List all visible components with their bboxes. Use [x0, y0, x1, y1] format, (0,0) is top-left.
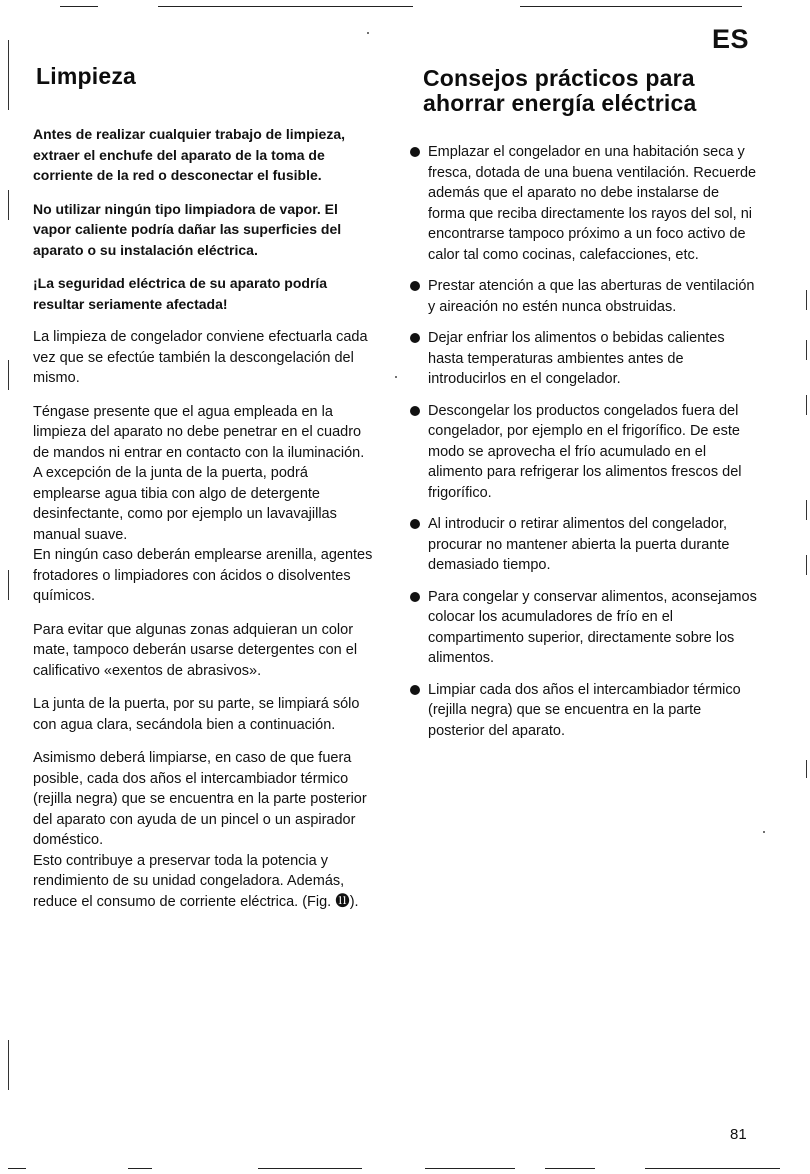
list-item	[407, 680, 757, 742]
bullet-icon	[410, 147, 420, 157]
warning-unplug: Antes de realizar cualquier trabajo de limpieza, extraer el enchufe del aparato de la toma de corriente de la red o desconectar el fusible.	[33, 126, 345, 183]
bullet-icon	[410, 333, 420, 343]
tip-text: Al introducir o retirar alimentos del congelador, procurar no mantener abierta la puerta durante demasiado tiempo.	[428, 516, 730, 573]
list-item	[407, 587, 757, 669]
scan-rule	[520, 6, 742, 7]
cleaning-paragraph: La limpieza de congelador conviene efectuarla cada vez que se efectúe también la descongelación del mismo.	[33, 329, 368, 386]
scan-speck	[395, 376, 397, 378]
page-number: 81	[730, 1126, 747, 1143]
energy-tips-list	[407, 142, 757, 741]
cleaning-paragraph: Asimismo deberá limpiarse, en caso de que fuera posible, cada dos años el intercambiador térmico (rejilla negra) que se encuentra en la parte posterior del aparato con ayuda de un pincel o un aspirador doméstico.	[33, 750, 367, 848]
list-item	[407, 328, 757, 390]
bullet-icon	[410, 519, 420, 529]
tip-text: Limpiar cada dos años el intercambiador térmico (rejilla negra) que se encuentra en la parte posterior del aparato.	[428, 681, 741, 739]
warning-electrical-safety: ¡La seguridad eléctrica de su aparato podría resultar seriamente afectada!	[33, 275, 328, 312]
scan-rule	[158, 6, 413, 7]
scan-edge-mark	[806, 340, 807, 360]
tip-text: Emplazar el congelador en una habitación seca y fresca, dotada de una buena ventilación. Recuerde además que el aparato no debe instalarse de forma que reciba directamente los rayos del sol, ni encontrarse tampoco próximo a un foco activo de calor tal como cocinas, calefacciones, etc.	[428, 144, 757, 263]
list-item	[407, 401, 757, 504]
energy-tips-section	[407, 66, 757, 752]
list-item	[407, 142, 757, 265]
list-item	[407, 276, 757, 317]
scan-rule	[60, 6, 98, 7]
scan-edge-mark	[8, 570, 9, 600]
bullet-icon	[410, 406, 420, 416]
cleaning-paragraph: En ningún caso deberán emplearse arenilla, agentes frotadores o limpiadores con ácidos o disolventes químicos.	[33, 547, 373, 604]
tip-text: Dejar enfriar los alimentos o bebidas calientes hasta temperaturas ambientes antes de introducirlos en el congelador.	[428, 330, 725, 387]
tip-text: Para congelar y conservar alimentos, aconsejamos colocar los acumuladores de frío en el compartimento superior, directamente sobre los alimentos.	[428, 588, 757, 666]
cleaning-paragraph: La junta de la puerta, por su parte, se limpiará sólo con agua clara, secándola bien a continuación.	[33, 696, 360, 733]
list-item	[407, 514, 757, 576]
scan-rule	[545, 1168, 595, 1169]
scan-rule	[425, 1168, 515, 1169]
scan-edge-mark	[806, 290, 807, 310]
scan-edge-mark	[806, 760, 807, 778]
scan-rule	[128, 1168, 152, 1169]
scan-edge-mark	[8, 360, 9, 390]
cleaning-title: Limpieza	[36, 63, 137, 89]
scan-rule	[645, 1168, 780, 1169]
tip-text: Prestar atención a que las aberturas de ventilación y aireación no estén nunca obstruidas.	[428, 278, 755, 315]
scan-edge-mark	[8, 40, 9, 110]
cleaning-paragraph: Esto contribuye a preservar toda la potencia y rendimiento de su unidad congeladora. Además, reduce el consumo de corriente eléctrica. (Fig. ⓫).	[33, 852, 359, 910]
scan-speck	[763, 831, 765, 833]
scan-rule	[8, 1168, 26, 1169]
scan-edge-mark	[806, 500, 807, 520]
scan-rule	[258, 1168, 362, 1169]
scan-edge-mark	[8, 1040, 9, 1090]
scan-edge-mark	[8, 190, 9, 220]
cleaning-paragraph: Para evitar que algunas zonas adquieran un color mate, tampoco deberán usarse detergentes con el calificativo «exentos de abrasivos».	[33, 621, 358, 679]
language-code: ES	[712, 24, 750, 54]
scan-edge-mark	[806, 395, 807, 415]
cleaning-paragraph: Téngase presente que el agua empleada en la limpieza del aparato no debe penetrar en el cuadro de mandos ni entrar en contacto con la iluminación. A excepción de la junta de la puerta, podrá emplearse agua tibia con algo de detergente desinfectante, como por ejemplo un lavavajillas manual suave.	[33, 403, 365, 543]
bullet-icon	[410, 685, 420, 695]
cleaning-section	[33, 64, 375, 925]
warning-steam: No utilizar ningún tipo limpiadora de vapor. El vapor caliente podría dañar las superficies del aparato o su instalación eléctrica.	[33, 200, 342, 258]
energy-tips-title: Consejos prácticos para ahorrar energía eléctrica	[423, 65, 697, 116]
bullet-icon	[410, 592, 420, 602]
scan-edge-mark	[806, 555, 807, 575]
tip-text: Descongelar los productos congelados fuera del congelador, por ejemplo en el frigorífico. De este modo se aprovecha el frío acumulado en el alimento para refrigerar los alimentos frescos del frigorífico.	[428, 402, 742, 501]
bullet-icon	[410, 281, 420, 291]
scan-speck	[367, 32, 369, 34]
